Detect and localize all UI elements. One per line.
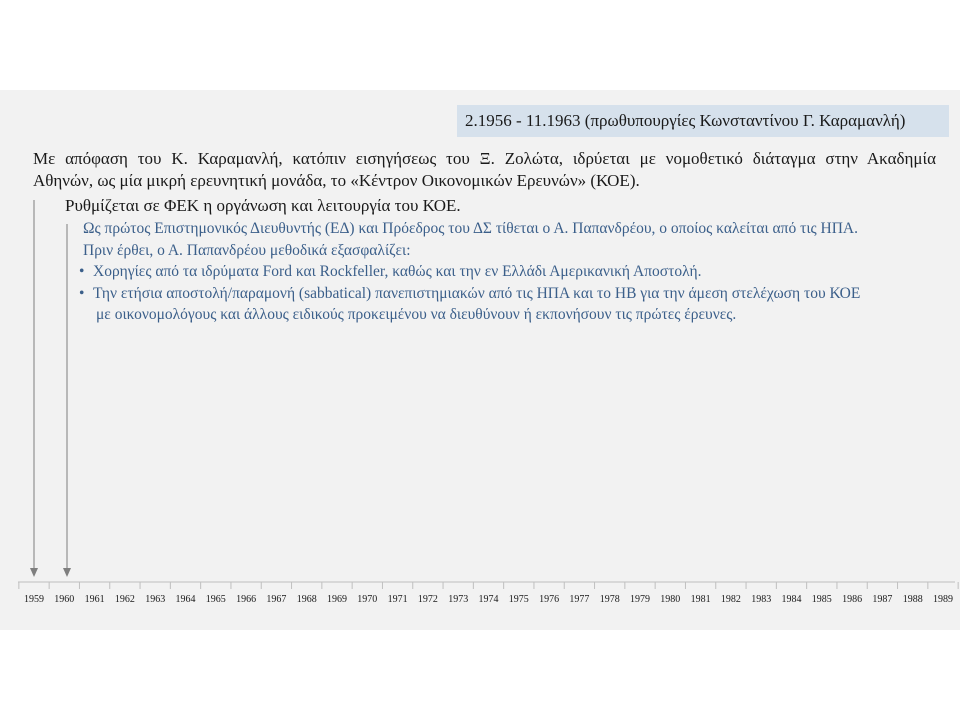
year-label-1987: 1987 bbox=[872, 594, 893, 605]
year-label-1989: 1989 bbox=[933, 594, 953, 605]
bullet-dot: • bbox=[79, 263, 85, 280]
period-title: 2.1956 - 11.1963 (πρωθυπουργίες Κωνσταντίνου Γ. Καραμανλή) bbox=[465, 111, 906, 130]
prior-line: Πριν έρθει, ο Α. Παπανδρέου μεθοδικά εξασφαλίζει: bbox=[83, 241, 411, 259]
year-label-1964: 1964 bbox=[175, 594, 196, 605]
timeline-ticks bbox=[19, 582, 958, 589]
year-label-1981: 1981 bbox=[690, 594, 711, 605]
year-label-1969: 1969 bbox=[327, 594, 347, 605]
year-label-1961: 1961 bbox=[84, 594, 105, 605]
year-label-1970: 1970 bbox=[357, 594, 378, 605]
year-label-1972: 1972 bbox=[417, 594, 438, 605]
year-label-1984: 1984 bbox=[781, 594, 802, 605]
slide bbox=[0, 90, 960, 630]
year-label-1960: 1960 bbox=[54, 594, 75, 605]
year-label-1977: 1977 bbox=[569, 594, 590, 605]
timeline bbox=[0, 90, 960, 630]
year-label-1980: 1980 bbox=[660, 594, 681, 605]
year-label-1986: 1986 bbox=[842, 594, 863, 605]
event-arrow-1960 bbox=[63, 224, 71, 577]
year-label-1967: 1967 bbox=[266, 594, 287, 605]
director-line: Ως πρώτος Επιστημονικός Διευθυντής (ΕΔ) και Πρόεδρος του ΔΣ τίθεται ο Α. Παπανδρέου, ο οποίος καλείται από τις ΗΠΑ. bbox=[83, 220, 858, 237]
year-label-1982: 1982 bbox=[720, 594, 741, 605]
year-label-1976: 1976 bbox=[539, 594, 560, 605]
bullet-dot: • bbox=[79, 284, 85, 302]
bullet-text-2: Την ετήσια αποστολή/παραμονή (sabbatical) πανεπιστημιακών από τις ΗΠΑ και το ΗΒ για την άμεση στελέχωση του ΚΟΕ bbox=[93, 284, 861, 302]
year-label-1959: 1959 bbox=[24, 594, 44, 605]
year-label-1962: 1962 bbox=[114, 594, 135, 605]
year-label-1973: 1973 bbox=[448, 594, 469, 605]
year-label-1979: 1979 bbox=[630, 594, 650, 605]
event-arrow-1959 bbox=[30, 200, 38, 577]
intro-line-1: Με απόφαση του Κ. Καραμανλή, κατόπιν εισηγήσεως του Ξ. Ζολώτα, ιδρύεται με νομοθετικό διάταγμα στην Ακαδημία bbox=[33, 149, 936, 168]
intro-line-2: Αθηνών, ως μία μικρή ερευνητική μονάδα, το «Κέντρον Οικονομικών Ερευνών» (ΚΟΕ). bbox=[33, 171, 640, 190]
timeline-labels bbox=[24, 594, 953, 605]
fek-line: Ρυθμίζεται σε ΦΕΚ η οργάνωση και λειτουργία του ΚΟΕ. bbox=[65, 196, 461, 215]
year-label-1963: 1963 bbox=[145, 594, 166, 605]
year-label-1965: 1965 bbox=[205, 594, 226, 605]
bullet-text-2-continued: με οικονομολόγους και άλλους ειδικούς προκειμένου να διευθύνουν ή εκπονήσουν τις πρώτες έρευνες. bbox=[96, 306, 737, 323]
year-label-1971: 1971 bbox=[387, 594, 408, 605]
year-label-1966: 1966 bbox=[236, 594, 257, 605]
year-label-1974: 1974 bbox=[478, 594, 499, 605]
year-label-1978: 1978 bbox=[599, 594, 620, 605]
year-label-1975: 1975 bbox=[508, 594, 529, 605]
year-label-1988: 1988 bbox=[902, 594, 923, 605]
year-label-1985: 1985 bbox=[811, 594, 832, 605]
year-label-1968: 1968 bbox=[296, 594, 317, 605]
bullet-text-1: Χορηγίες από τα ιδρύματα Ford και Rockfeller, καθώς και την εν Ελλάδι Αμερικανική Αποστολή. bbox=[93, 263, 702, 280]
year-label-1983: 1983 bbox=[751, 594, 772, 605]
